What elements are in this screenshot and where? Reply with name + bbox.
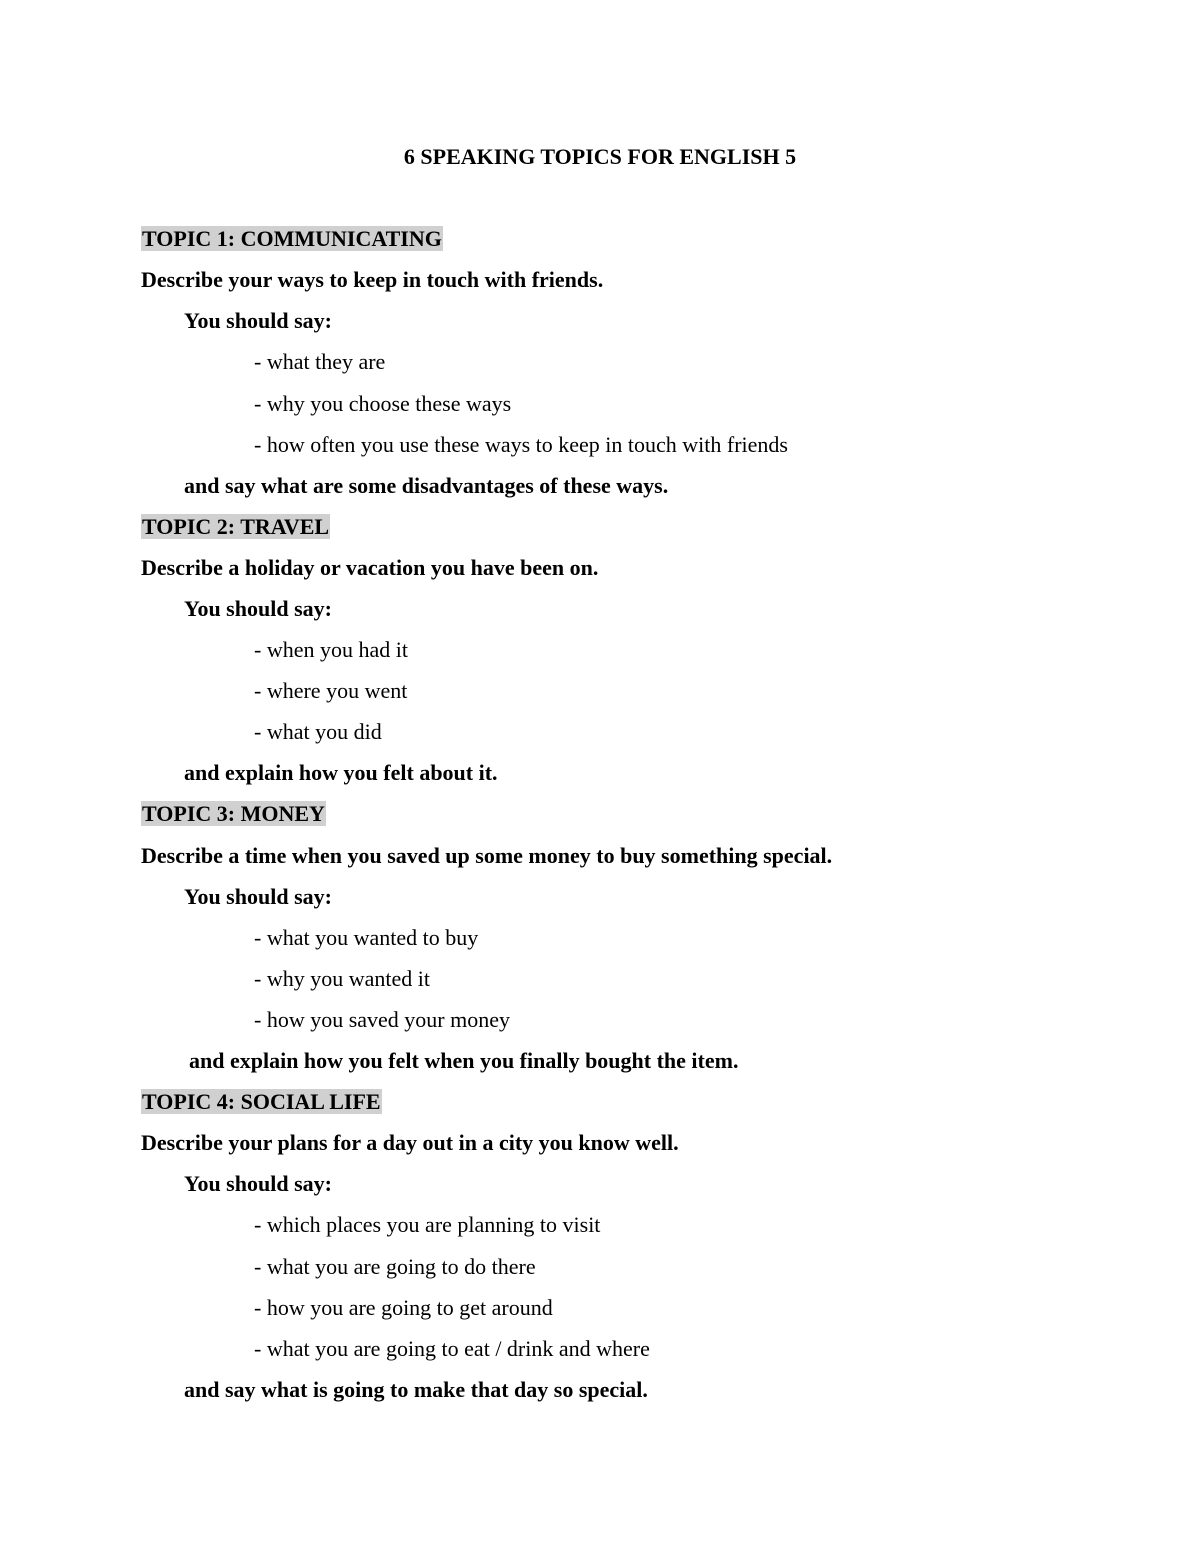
topic-4-bullet-1: - which places you are planning to visit — [254, 1212, 601, 1237]
document-title: 6 SPEAKING TOPICS FOR ENGLISH 5 — [403, 144, 797, 169]
topic-4-heading-text: TOPIC 4: SOCIAL LIFE — [142, 1089, 381, 1114]
topic-4-closing: and say what is going to make that day so special. — [184, 1377, 648, 1402]
topic-3-closing: and explain how you felt when you finally bought the item. — [189, 1048, 739, 1073]
topic-3-prompt: Describe a time when you saved up some money to buy something special. — [141, 843, 833, 868]
topic-3-heading — [141, 799, 326, 829]
topic-2-bullet-1: - when you had it — [254, 637, 408, 662]
topic-1-bullet-1: - what they are — [254, 349, 386, 374]
topic-3-bullet-2: - why you wanted it — [254, 966, 430, 991]
topic-3-should-say: You should say: — [184, 884, 332, 909]
topic-3-bullet-1: - what you wanted to buy — [254, 925, 479, 950]
topic-2-prompt: Describe a holiday or vacation you have been on. — [141, 555, 599, 580]
topic-4-bullet-2: - what you are going to do there — [254, 1254, 536, 1279]
topic-1-should-say: You should say: — [184, 308, 332, 333]
topic-2-should-say: You should say: — [184, 596, 332, 621]
topic-3-bullet-3: - how you saved your money — [254, 1007, 511, 1032]
topic-2-heading-text: TOPIC 2: TRAVEL — [142, 514, 330, 539]
topic-4-bullet-4: - what you are going to eat / drink and where — [254, 1336, 650, 1361]
topic-1-closing: and say what are some disadvantages of these ways. — [184, 473, 669, 498]
topic-4-heading — [141, 1087, 382, 1117]
topic-3-heading-text: TOPIC 3: MONEY — [142, 801, 325, 826]
topic-1-prompt: Describe your ways to keep in touch with friends. — [141, 267, 604, 292]
topic-2-heading — [141, 512, 330, 542]
topic-4-should-say: You should say: — [184, 1171, 332, 1196]
topic-2-bullet-3: - what you did — [254, 719, 382, 744]
topic-4-bullet-3: - how you are going to get around — [254, 1295, 553, 1320]
topic-2-bullet-2: - where you went — [254, 678, 408, 703]
topic-1-bullet-2: - why you choose these ways — [254, 391, 512, 416]
topic-1-heading-text: TOPIC 1: COMMUNICATING — [142, 226, 442, 251]
topic-2-closing: and explain how you felt about it. — [184, 760, 498, 785]
topic-1-bullet-3: - how often you use these ways to keep in touch with friends — [254, 432, 788, 457]
topic-4-prompt: Describe your plans for a day out in a city you know well. — [141, 1130, 679, 1155]
topic-1-heading — [141, 224, 443, 254]
